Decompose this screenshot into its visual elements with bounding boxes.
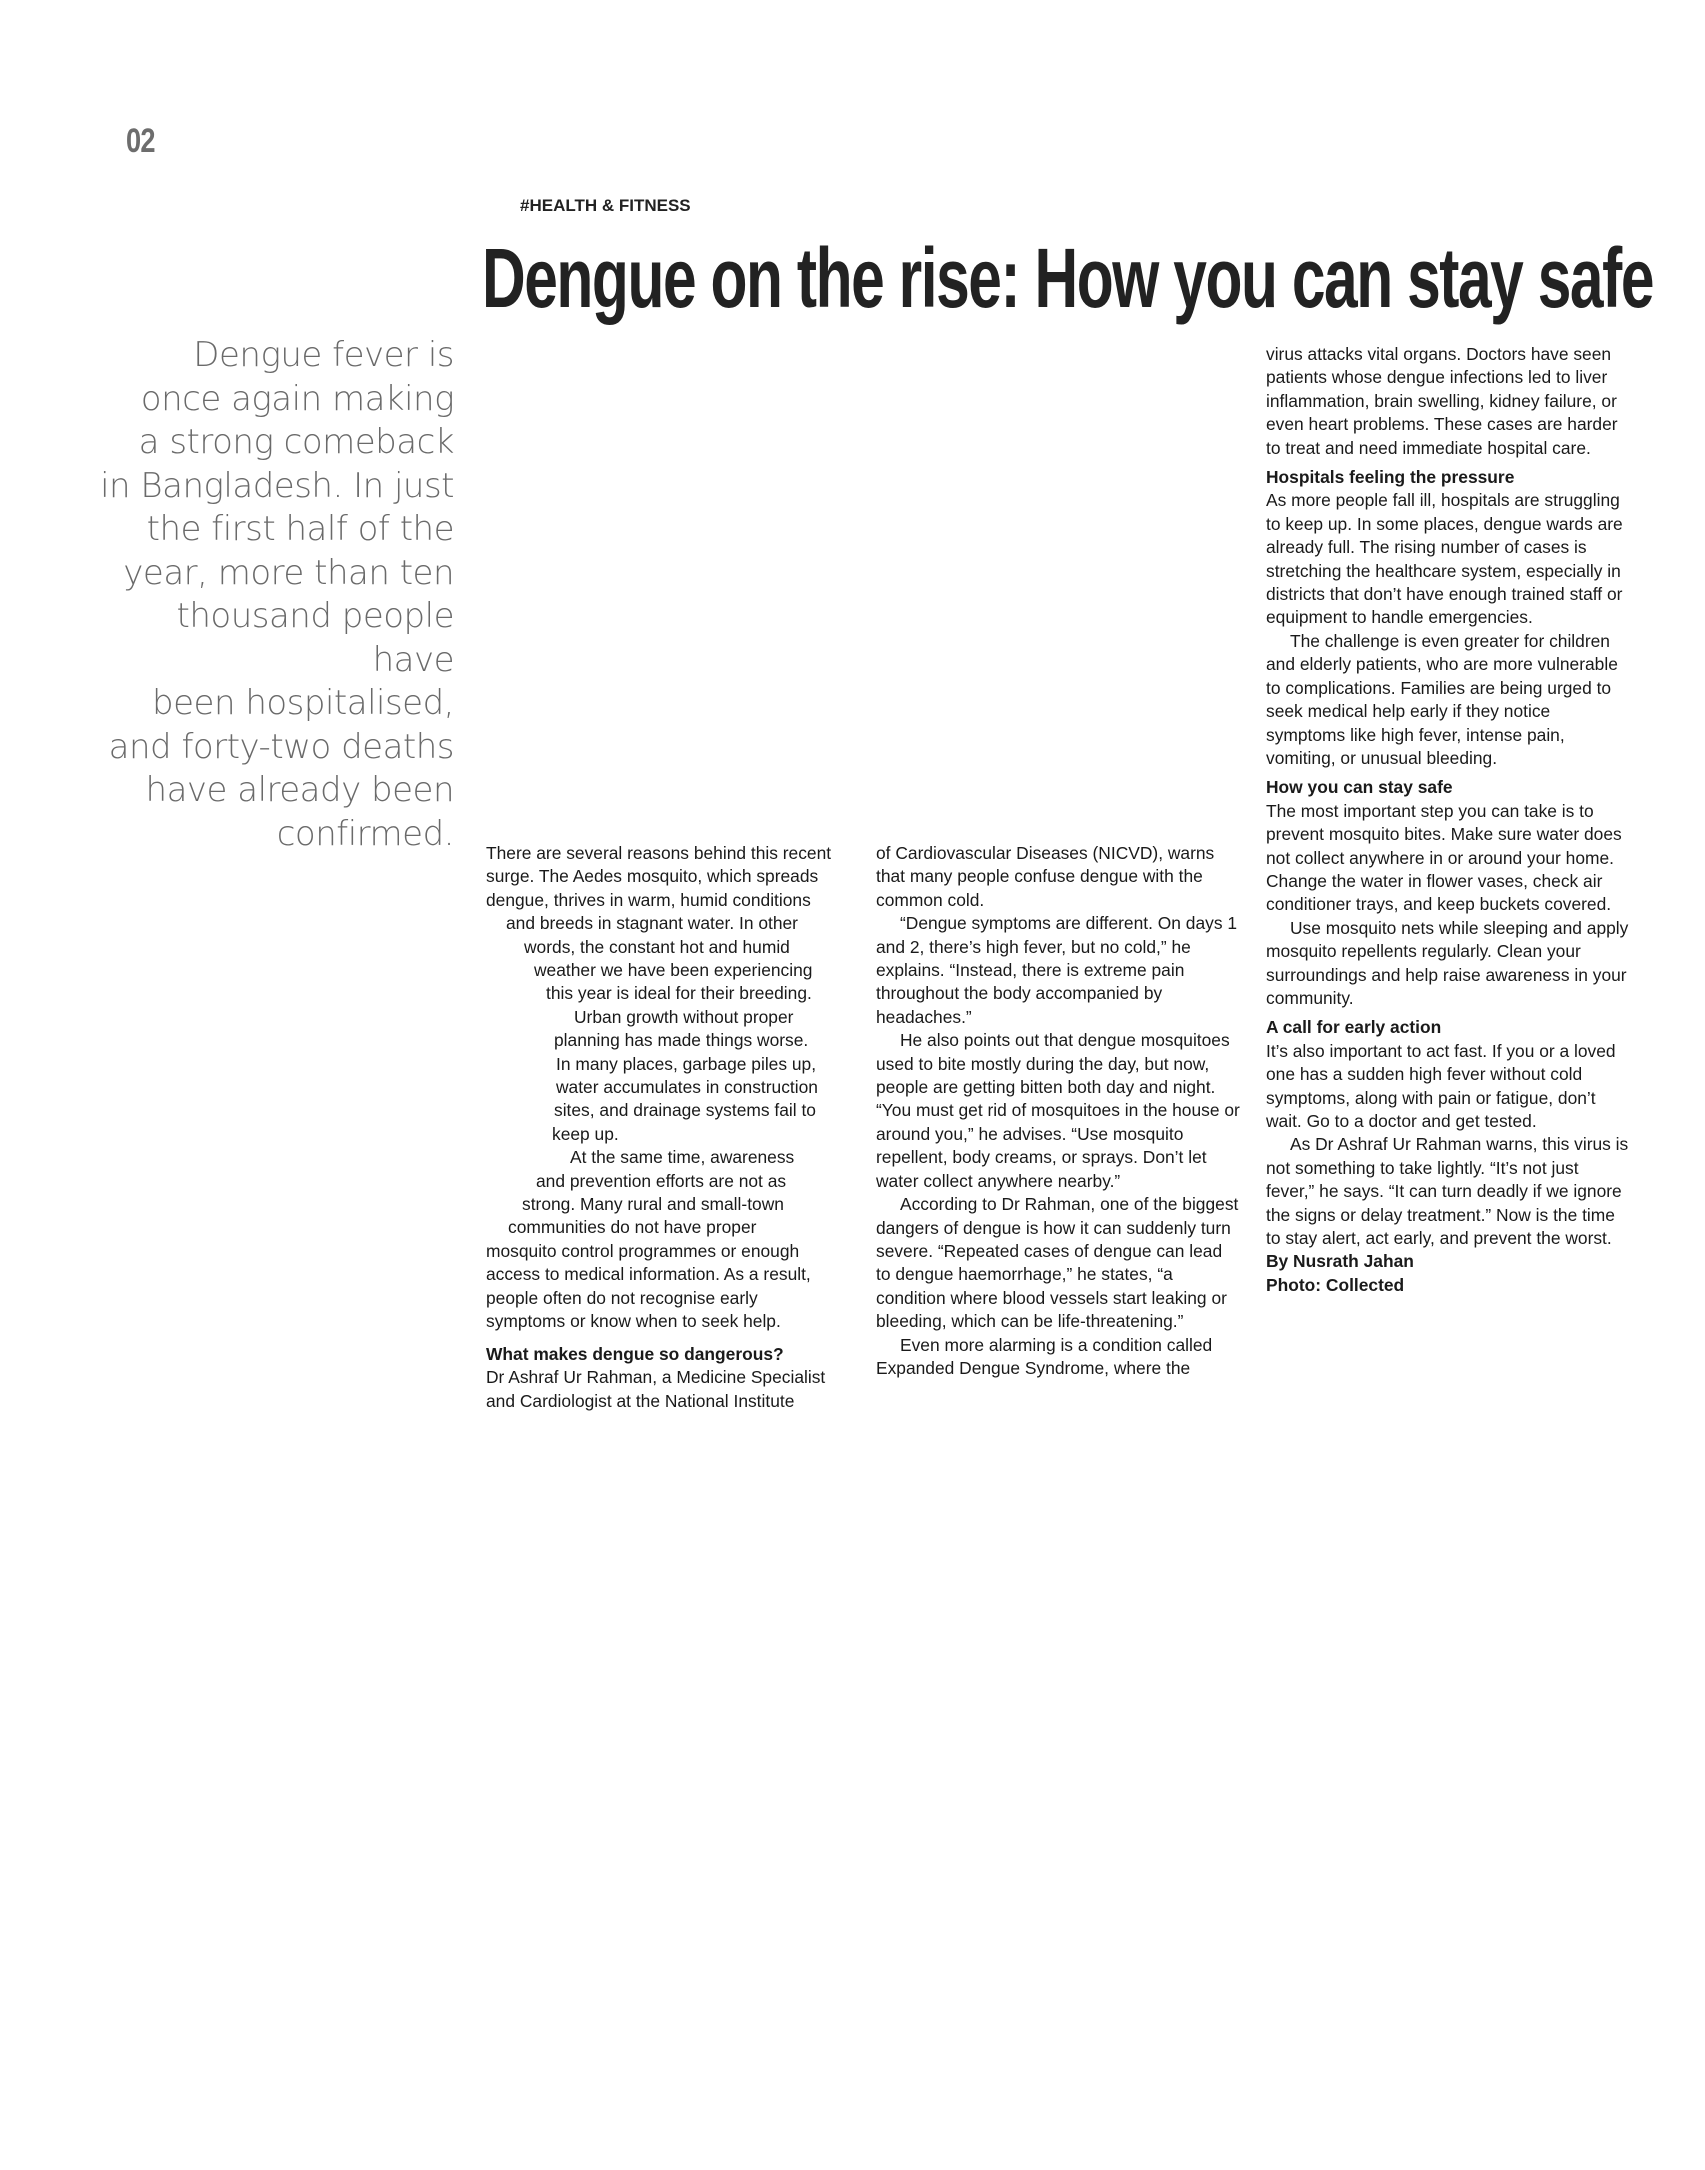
intro-line: confirmed. xyxy=(276,813,454,854)
intro-pull-quote xyxy=(100,334,454,856)
subheading: What makes dengue so dangerous? xyxy=(486,1344,784,1364)
text-line: planning has made things worse. xyxy=(554,1030,809,1051)
text-line: access to medical information. As a result, xyxy=(486,1264,811,1285)
paragraph: Dr Ashraf Ur Rahman, a Medicine Specialist and Cardiologist at the National Institute xyxy=(486,1367,826,1411)
intro-line: a strong comeback xyxy=(138,422,454,462)
section-label: #HEALTH & FITNESS xyxy=(520,196,691,215)
page-number: 02 xyxy=(126,122,155,160)
paragraph: He also points out that dengue mosquitoes used to bite mostly during the day, but now, people are getting bitten both day and night. “You must get rid of mosquitoes in the house or around you,” he advises. “Use mosquito repellent, body creams, or sprays. Don’t let water collect anywhere nearby.” xyxy=(876,1030,1240,1191)
text-line: communities do not have proper xyxy=(508,1217,757,1238)
intro-line: once again making xyxy=(140,378,454,419)
column-1-shaped-block xyxy=(486,842,851,1333)
text-line: water accumulates in construction xyxy=(556,1077,818,1097)
intro-line: have already been xyxy=(145,770,454,810)
paragraph: The challenge is even greater for children and elderly patients, who are more vulnerable to complications. Families are being urged to seek medical help early if they notice symptoms like high fever, intense pain, vomiting, or unusual bleeding. xyxy=(1266,630,1618,768)
text-line: surge. The Aedes mosquito, which spreads xyxy=(486,866,819,887)
intro-line: in Bangladesh. In just xyxy=(100,465,454,506)
photo-credit: Photo: Collected xyxy=(1266,1274,1405,1295)
author-byline: By Nusrath Jahan xyxy=(1266,1251,1414,1272)
intro-line: and forty-two deaths xyxy=(108,726,454,767)
text-line: mosquito control programmes or enough xyxy=(486,1240,800,1261)
intro-line: Dengue fever is xyxy=(193,335,454,375)
text-line: symptoms or know when to seek help. xyxy=(486,1311,781,1331)
text-line: strong. Many rural and small-town xyxy=(522,1194,784,1214)
text-line: dengue, thrives in warm, humid conditions xyxy=(486,889,811,910)
subheading: Hospitals feeling the pressure xyxy=(1266,467,1515,488)
article-column-3 xyxy=(1266,343,1631,1297)
text-line: sites, and drainage systems fail to xyxy=(554,1100,816,1121)
paragraph: As Dr Ashraf Ur Rahman warns, this virus is not something to take lightly. “It’s not just fever,” he says. “It can turn deadly if we ignore the signs or delay treatment.” Now is the time to stay alert, act early, and prevent the worst. xyxy=(1266,1134,1629,1249)
text-line: people often do not recognise early xyxy=(486,1287,758,1308)
article-column-1 xyxy=(486,842,851,1413)
text-line: and prevention efforts are not as xyxy=(536,1170,787,1191)
text-line: In many places, garbage piles up, xyxy=(556,1053,817,1074)
intro-line: the first half of the xyxy=(146,509,454,549)
paragraph: It’s also important to act fast. If you or a loved one has a sudden high fever without cold symptoms, along with pain or fatigue, don’t wait. Go to a doctor and get tested. xyxy=(1266,1040,1616,1131)
paragraph: virus attacks vital organs. Doctors have seen patients whose dengue infections led to liver inflammation, brain swelling, kidney failure, or even heart problems. These cases are harder to treat and need immediate hospital care. xyxy=(1266,344,1618,458)
intro-line: year, more than ten xyxy=(123,552,454,593)
text-line: this year is ideal for their breeding. xyxy=(546,983,812,1004)
paragraph: Even more alarming is a condition called Expanded Dengue Syndrome, where the xyxy=(876,1334,1213,1378)
article-headline: Dengue on the rise: How you can stay safe xyxy=(482,231,1654,325)
intro-line: thousand people have xyxy=(176,596,454,680)
paragraph: of Cardiovascular Diseases (NICVD), warns that many people confuse dengue with the common cold. xyxy=(876,843,1215,910)
paragraph: “Dengue symptoms are different. On days 1 and 2, there’s high fever, but no cold,” he explains. “Instead, there is extreme pain throughout the body accompanied by headaches.” xyxy=(876,913,1238,1027)
paragraph: As more people fall ill, hospitals are struggling to keep up. In some places, dengue wards are already full. The rising number of cases is stretching the healthcare system, especially in districts that don’t have enough trained staff or equipment to handle emergencies. xyxy=(1266,490,1623,628)
text-line: words, the constant hot and humid xyxy=(524,936,790,957)
text-line: Urban growth without proper xyxy=(574,1006,794,1027)
text-line: weather we have been experiencing xyxy=(534,960,813,980)
text-line: There are several reasons behind this recent xyxy=(486,843,832,863)
text-line: keep up. xyxy=(552,1123,619,1144)
paragraph: According to Dr Rahman, one of the biggest dangers of dengue is how it can suddenly turn severe. “Repeated cases of dengue can lead to dengue haemorrhage,” he states, “a condition where blood vessels start leaking or bleeding, which can be life-threatening.” xyxy=(876,1194,1239,1332)
paragraph: Use mosquito nets while sleeping and apply mosquito repellents regularly. Clean your surroundings and help raise awareness in your community. xyxy=(1266,917,1629,1008)
subheading: A call for early action xyxy=(1266,1017,1442,1038)
subheading: How you can stay safe xyxy=(1266,777,1453,798)
text-line: and breeds in stagnant water. In other xyxy=(506,913,798,934)
text-line: At the same time, awareness xyxy=(570,1147,795,1168)
article-column-2 xyxy=(876,842,1241,1380)
intro-line: been hospitalised, xyxy=(152,683,454,723)
paragraph: The most important step you can take is to prevent mosquito bites. Make sure water does not collect anywhere in or around your home. Change the water in flower vases, check air conditioner trays, and keep buckets covered. xyxy=(1266,800,1622,915)
